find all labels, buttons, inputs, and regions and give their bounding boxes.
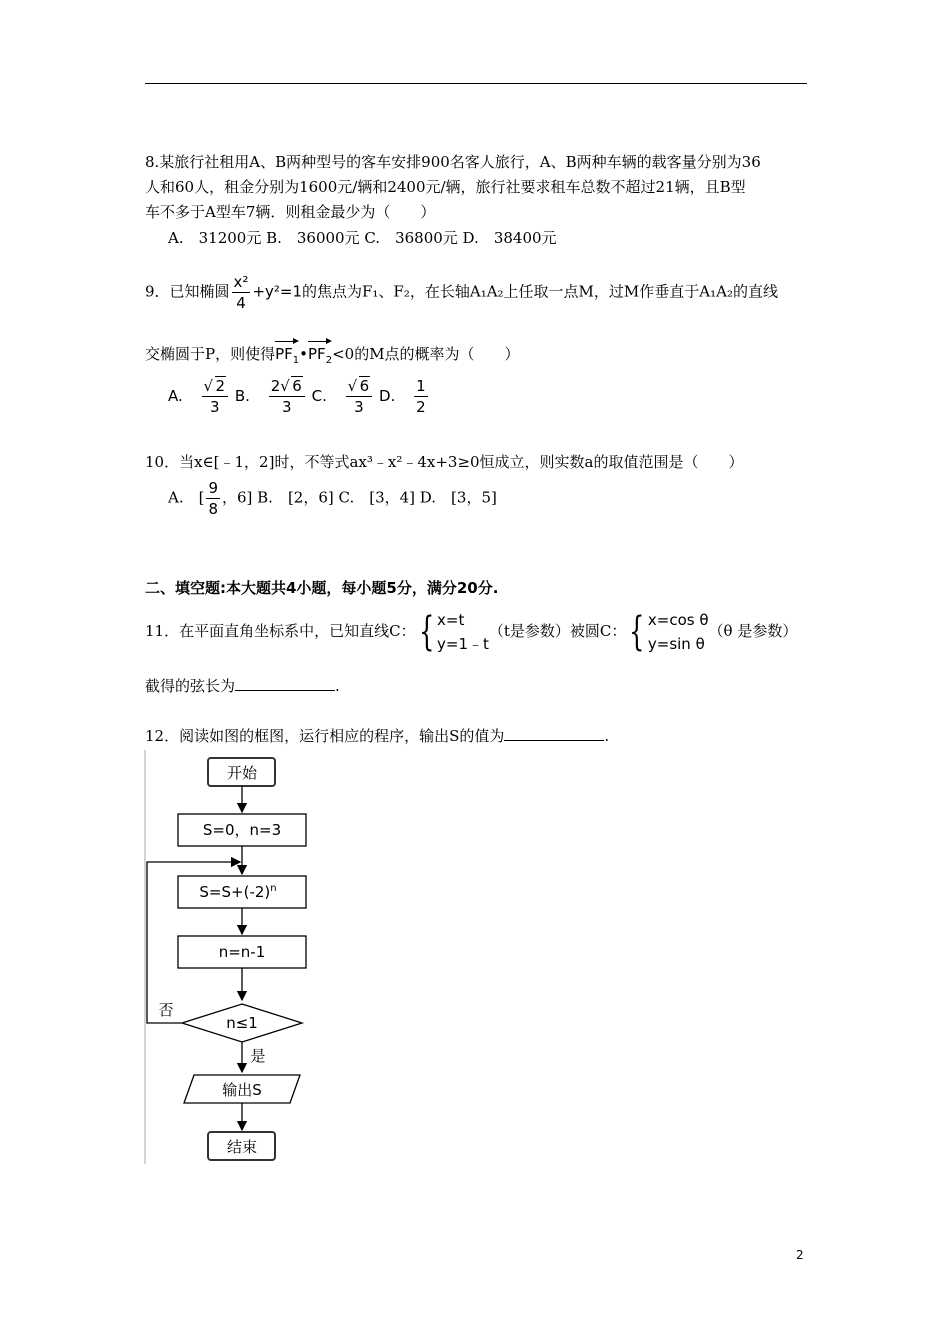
flow-yes-label: 是 (250, 1047, 266, 1065)
q10-opt-a-fraction: $\frac{9}{8}$ (208, 479, 218, 518)
q11-suffix: （θ 是参数） (708, 622, 798, 640)
header-rule (145, 83, 807, 84)
q12-line: 12．阅读如图的框图，运行相应的程序，输出S的值为 . (145, 727, 610, 745)
q11-answer-blank[interactable] (235, 676, 335, 691)
q11-line-system: x=t y=1﹣t (437, 611, 489, 653)
q10-line1: 10．当x∈[﹣1，2]时，不等式ax³﹣x²﹣4x+3≥0恒成立，则实数a的取值范围是（ ） (145, 453, 744, 471)
q12-answer-blank[interactable] (504, 726, 604, 741)
page-number: 2 (796, 1248, 804, 1262)
q11-line2: 截得的弦长为 . (145, 677, 340, 695)
flow-step2-text: n=n-1 (218, 943, 266, 961)
flow-condition-text: n≤1 (226, 1014, 258, 1032)
q9-line1 (145, 272, 778, 313)
q9-mid: +y²=1 (252, 282, 303, 301)
q9-opt-c-label: C. (311, 387, 327, 405)
q8-options: A. 31200元 B. 36000元 C. 36800元 D. 38400元 (168, 229, 557, 247)
q11-line-brace: { (418, 609, 434, 655)
flow-output-text: 输出S (222, 1081, 262, 1099)
q9-opt-d-label: D. (378, 387, 396, 405)
flow-init-text: S=0，n=3 (202, 821, 282, 839)
q9-options (168, 376, 430, 417)
q9-frac-num: x² (233, 273, 249, 291)
q9-opt-b-label: B. (234, 387, 250, 405)
flow-step1-text: $S=S+(-2)^n$ (199, 883, 277, 901)
q9-opt-d-fraction: $\frac{1}{2}$ (416, 377, 426, 416)
q9-line2 (145, 338, 520, 364)
q9-ellipse-fraction (232, 272, 251, 313)
flow-end-text: 结束 (226, 1138, 258, 1156)
q8-line2: 人和60人，租金分别为1600元/辆和2400元/辆，旅行社要求租车总数不超过21辆，且B型 (145, 178, 746, 196)
q9-vector-pf2: $PF_2$ (308, 338, 332, 364)
section2-heading: 二、填空题:本大题共4小题，每小题5分，满分20分. (145, 579, 499, 597)
q11-line1 (145, 608, 797, 656)
q11-prefix: 11．在平面直角坐标系中，已知直线C： (145, 622, 416, 640)
q8-line3: 车不多于A型车7辆．则租金最少为（ ） (145, 203, 436, 221)
q9-opt-b-fraction: $\frac{2√ 6}{3}$ (269, 376, 305, 417)
q11-circle-brace: { (629, 609, 645, 655)
q9-opt-c-fraction: √ $\frac{6}{3}$ (346, 376, 373, 417)
q9-opt-a-label: A. (168, 387, 183, 405)
q10-options: A. [ $\frac{9}{8}$ ，6] B. [2，6] C. [3，4] D. [3，5] (168, 479, 497, 518)
q9-text2a: 交椭圆于P，则使得 (145, 345, 276, 363)
q11-mid: （t是参数）被圆C： (488, 622, 627, 640)
flowchart (140, 750, 340, 1170)
q9-text1: 的焦点为F₁、F₂，在长轴A₁A₂上任取一点M，过M作垂直于A₁A₂的直线 (302, 282, 778, 301)
flow-start-text: 开始 (226, 764, 258, 782)
q9-prefix: 9．已知椭圆 (145, 282, 230, 301)
q9-opt-a-fraction: √ $\frac{2}{3}$ (202, 376, 229, 417)
q9-dot: • (299, 345, 309, 363)
q9-text2b: <0的M点的概率为（ ） (332, 345, 520, 363)
flow-no-label: 否 (158, 1001, 174, 1019)
q9-vector-pf1: $PF_1$ (275, 338, 299, 364)
q8-line1: 8.某旅行社租用A、B两种型号的客车安排900名客人旅行，A、B两种车辆的载客量分别为36 (145, 153, 761, 171)
q11-circle-system: x=cos θ y=sin θ (647, 611, 709, 653)
q9-frac-den: 4 (236, 294, 246, 312)
